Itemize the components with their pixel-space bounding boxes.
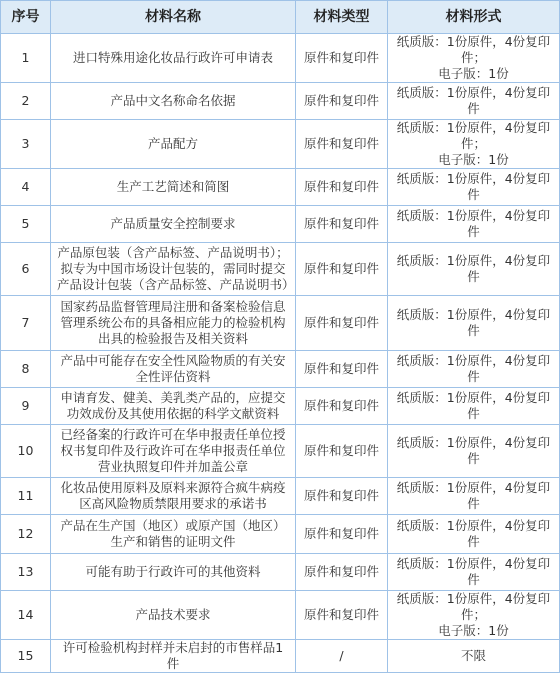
material-name: 产品原包装（含产品标签、产品说明书）；拟专为中国市场设计包装的，需同时提交产品设计包装（含产品标签、产品说明书）: [51, 243, 296, 296]
row-number: 15: [1, 640, 51, 673]
row-number: 10: [1, 425, 51, 478]
table-header-row: [1, 1, 560, 34]
material-form-line: 纸质版：1份原件，4份复印件: [396, 353, 551, 384]
material-type: 原件和复印件: [296, 515, 388, 554]
material-name: 进口特殊用途化妆品行政许可申请表: [51, 34, 296, 83]
material-name: 化妆品使用原料及原料来源符合疯牛病疫区高风险物质禁限用要求的承诺书: [51, 478, 296, 515]
material-form-line: 纸质版：1份原件，4份复印件；: [396, 591, 551, 622]
material-form: [388, 388, 560, 425]
material-type: 原件和复印件: [296, 388, 388, 425]
material-name: 产品在生产国（地区）或原产国（地区）生产和销售的证明文件: [51, 515, 296, 554]
material-form-line: 纸质版：1份原件，4份复印件；: [396, 120, 551, 151]
material-form-line: 纸质版：1份原件，4份复印件: [396, 518, 551, 549]
material-form-line: 不限: [460, 648, 486, 663]
material-form: [388, 425, 560, 478]
material-form-line: 纸质版：1份原件，4份复印件；: [396, 34, 551, 65]
row-number: 9: [1, 388, 51, 425]
material-form-line: 纸质版：1份原件，4份复印件: [396, 208, 551, 239]
material-type: 原件和复印件: [296, 83, 388, 120]
table-row: [1, 34, 560, 83]
row-number: 13: [1, 554, 51, 591]
row-number: 12: [1, 515, 51, 554]
table-row: [1, 169, 560, 206]
row-number: 1: [1, 34, 51, 83]
material-form: [388, 243, 560, 296]
table-row: [1, 296, 560, 351]
row-number: 4: [1, 169, 51, 206]
material-form-line: 纸质版：1份原件，4份复印件: [396, 253, 551, 284]
row-number: 8: [1, 351, 51, 388]
table-row: [1, 478, 560, 515]
material-type: 原件和复印件: [296, 243, 388, 296]
material-type: 原件和复印件: [296, 120, 388, 169]
table-row: [1, 515, 560, 554]
material-name: 产品中文名称命名依据: [51, 83, 296, 120]
material-form-line: 电子版：1份: [438, 66, 509, 81]
table-row: [1, 120, 560, 169]
row-number: 5: [1, 206, 51, 243]
header-material-form: 材料形式: [388, 1, 560, 34]
material-form-line: 电子版：1份: [438, 623, 509, 638]
material-name: 产品配方: [51, 120, 296, 169]
material-name: 申请育发、健美、美乳类产品的，应提交功效成份及其使用依据的科学文献资料: [51, 388, 296, 425]
material-form: [388, 640, 560, 673]
material-form-line: 电子版：1份: [438, 152, 509, 167]
material-form: [388, 120, 560, 169]
table-row: [1, 388, 560, 425]
material-form: [388, 296, 560, 351]
material-form-line: 纸质版：1份原件，4份复印件: [396, 171, 551, 202]
material-form: [388, 478, 560, 515]
material-form-line: 纸质版：1份原件，4份复印件: [396, 480, 551, 511]
material-name: 许可检验机构封样并未启封的市售样品1件: [51, 640, 296, 673]
material-form-line: 纸质版：1份原件，4份复印件: [396, 556, 551, 587]
table-row: [1, 640, 560, 673]
row-number: 14: [1, 591, 51, 640]
material-form-line: 纸质版：1份原件，4份复印件: [396, 85, 551, 116]
material-type: 原件和复印件: [296, 351, 388, 388]
table-row: [1, 425, 560, 478]
row-number: 6: [1, 243, 51, 296]
material-form: [388, 591, 560, 640]
table-row: [1, 206, 560, 243]
table-row: [1, 351, 560, 388]
material-type: /: [296, 640, 388, 673]
material-form: [388, 351, 560, 388]
header-number: 序号: [1, 1, 51, 34]
material-name: 产品技术要求: [51, 591, 296, 640]
material-form: [388, 515, 560, 554]
material-type: 原件和复印件: [296, 591, 388, 640]
header-material-type: 材料类型: [296, 1, 388, 34]
material-form: [388, 83, 560, 120]
table-body: [1, 34, 560, 673]
material-type: 原件和复印件: [296, 34, 388, 83]
material-type: 原件和复印件: [296, 425, 388, 478]
material-form: [388, 554, 560, 591]
material-name: 可能有助于行政许可的其他资料: [51, 554, 296, 591]
material-form-line: 纸质版：1份原件，4份复印件: [396, 307, 551, 338]
row-number: 7: [1, 296, 51, 351]
material-form: [388, 34, 560, 83]
material-type: 原件和复印件: [296, 206, 388, 243]
material-type: 原件和复印件: [296, 296, 388, 351]
material-name: 已经备案的行政许可在华申报责任单位授权书复印件及行政许可在华申报责任单位营业执照复印件并加盖公章: [51, 425, 296, 478]
row-number: 11: [1, 478, 51, 515]
material-form: [388, 169, 560, 206]
material-type: 原件和复印件: [296, 478, 388, 515]
table-row: [1, 243, 560, 296]
table-row: [1, 554, 560, 591]
table-row: [1, 591, 560, 640]
header-material-name: 材料名称: [51, 1, 296, 34]
material-form-line: 纸质版：1份原件，4份复印件: [396, 390, 551, 421]
row-number: 2: [1, 83, 51, 120]
material-name: 生产工艺简述和简图: [51, 169, 296, 206]
table-row: [1, 83, 560, 120]
material-form-line: 纸质版：1份原件，4份复印件: [396, 435, 551, 466]
material-form: [388, 206, 560, 243]
material-name: 产品质量安全控制要求: [51, 206, 296, 243]
row-number: 3: [1, 120, 51, 169]
material-type: 原件和复印件: [296, 169, 388, 206]
material-name: 产品中可能存在安全性风险物质的有关安全性评估资料: [51, 351, 296, 388]
material-type: 原件和复印件: [296, 554, 388, 591]
material-name: 国家药品监督管理局注册和备案检验信息管理系统公布的具备相应能力的检验机构出具的检验报告及相关资料: [51, 296, 296, 351]
